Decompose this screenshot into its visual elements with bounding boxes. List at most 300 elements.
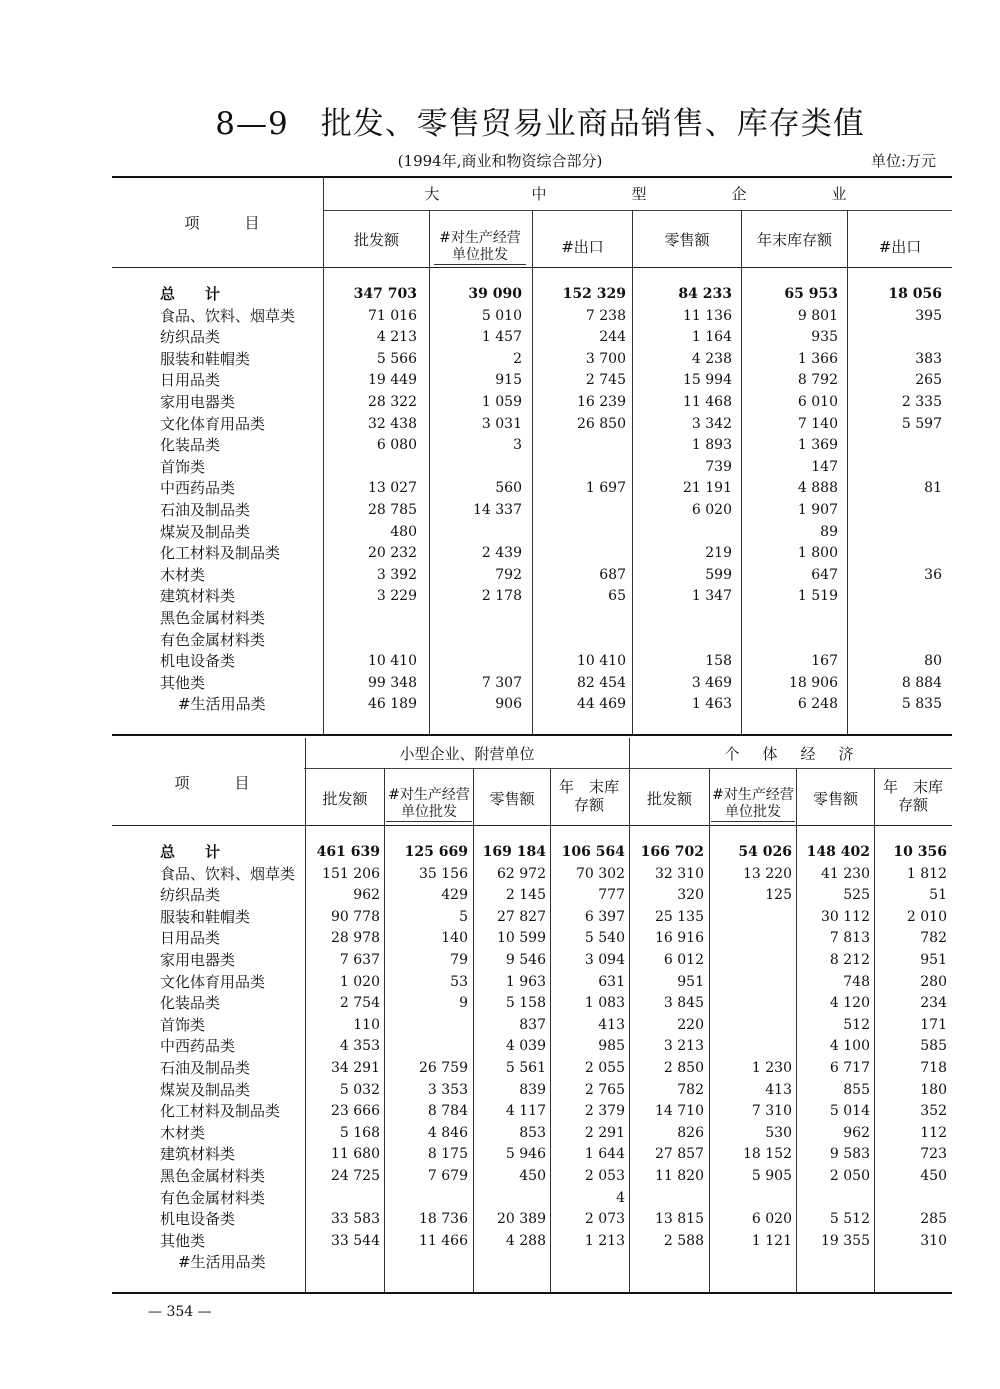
group-header-rule xyxy=(324,210,952,211)
col-header-to-producers: #对生产经营单位批发 xyxy=(434,230,526,265)
table-cell: 5 566 xyxy=(376,350,417,367)
table-cell: 3 031 xyxy=(481,415,522,432)
table-cell: 792 xyxy=(495,566,522,583)
table-cell: 4 238 xyxy=(691,350,732,367)
table-cell: 2 745 xyxy=(585,372,626,389)
table-cell: 512 xyxy=(843,1016,870,1033)
row-label: 首饰类 xyxy=(160,1015,206,1034)
group-char: 大 xyxy=(424,185,440,203)
row-label: 中西药品类 xyxy=(160,1037,236,1056)
table-cell: 1 463 xyxy=(691,696,732,713)
table-cell: 65 953 xyxy=(784,286,838,302)
table-cell: 18 736 xyxy=(419,1211,468,1228)
table-cell: 2 178 xyxy=(481,588,522,605)
table-cell: 148 402 xyxy=(806,844,870,860)
table-top-rule xyxy=(112,176,952,178)
table-cell: 855 xyxy=(843,1081,870,1098)
row-label: 建筑材料类 xyxy=(160,587,236,606)
table-cell: 935 xyxy=(811,329,838,346)
table-cell: 3 353 xyxy=(427,1081,468,1098)
table-cell: 32 310 xyxy=(655,865,704,882)
table-cell: 782 xyxy=(677,1081,704,1098)
group-header-rule xyxy=(304,768,952,769)
table-cell: 8 792 xyxy=(797,372,838,389)
table-cell: 62 972 xyxy=(497,865,546,882)
table-cell: 36 xyxy=(924,566,942,583)
table-cell: 1 800 xyxy=(797,545,838,562)
table-cell: 46 189 xyxy=(368,696,417,713)
table-cell: 125 xyxy=(765,887,792,904)
table-cell: 723 xyxy=(920,1146,947,1163)
col-header-to-producers: #对生产经营单位批发 xyxy=(712,787,794,820)
table-cell: 951 xyxy=(920,952,947,968)
table-cell: 7 140 xyxy=(797,415,838,432)
table-cell: 26 850 xyxy=(577,415,626,432)
table-cell: 33 583 xyxy=(331,1211,380,1228)
table-cell: 10 410 xyxy=(577,653,626,670)
table-cell: 23 666 xyxy=(331,1103,380,1120)
table-cell: 219 xyxy=(705,545,732,562)
table-cell: 167 xyxy=(811,653,838,670)
table-cell: 951 xyxy=(677,973,704,990)
table-cell: 4 288 xyxy=(505,1232,546,1249)
table-cell: 352 xyxy=(920,1103,947,1120)
unit-label: 单位:万元 xyxy=(870,152,936,170)
header-bottom-rule xyxy=(112,825,952,826)
table-cell: 20 389 xyxy=(497,1211,546,1228)
small-and-individual-table xyxy=(112,738,952,1298)
table-cell: 158 xyxy=(705,653,732,670)
page-subtitle: (1994年,商业和物资综合部分) xyxy=(397,152,603,170)
table-cell: 3 469 xyxy=(691,674,732,691)
table-cell: 413 xyxy=(765,1081,792,1098)
table-cell: 2 010 xyxy=(906,908,947,925)
table-cell: 44 469 xyxy=(577,696,626,713)
table-cell: 10 410 xyxy=(368,653,417,670)
table-cell: 4 213 xyxy=(376,329,417,346)
table-cell: 1 164 xyxy=(691,329,732,346)
row-label: 家用电器类 xyxy=(160,951,236,969)
table-cell: 1 457 xyxy=(481,329,522,346)
table-cell: 147 xyxy=(811,458,838,475)
table-cell: 6 397 xyxy=(584,908,625,925)
row-label: 总 计 xyxy=(160,285,221,303)
table-cell: 7 307 xyxy=(481,674,522,691)
table-cell: 2 765 xyxy=(584,1081,625,1098)
table-cell: 839 xyxy=(519,1081,546,1098)
table-cell: 3 213 xyxy=(663,1038,704,1055)
table-cell: 1 369 xyxy=(797,437,838,454)
table-cell: 560 xyxy=(495,480,522,497)
col-header-export: #出口 xyxy=(878,238,922,256)
row-label: 其他类 xyxy=(160,673,206,692)
table-cell: 718 xyxy=(920,1060,947,1076)
table-cell: 2 850 xyxy=(663,1060,704,1076)
table-cell: 7 679 xyxy=(427,1168,468,1184)
table-cell: 4 120 xyxy=(829,995,870,1012)
table-cell: 26 759 xyxy=(419,1060,468,1076)
col-header-retail: 零售额 xyxy=(664,231,710,249)
page-number: — 354 — xyxy=(148,1304,212,1320)
table-cell: 3 342 xyxy=(691,415,732,432)
table-cell: 18 056 xyxy=(888,286,942,302)
table-cell: 5 158 xyxy=(505,995,546,1012)
table-cell: 6 080 xyxy=(376,437,417,454)
table-cell: 5 597 xyxy=(901,415,942,432)
table-cell: 53 xyxy=(450,973,468,990)
table-cell: 6 020 xyxy=(691,502,732,518)
table-cell: 7 813 xyxy=(829,930,870,947)
row-label: 家用电器类 xyxy=(160,393,236,411)
table-cell: 169 184 xyxy=(482,844,546,860)
table-cell: 171 xyxy=(920,1016,947,1033)
table-cell: 151 206 xyxy=(322,865,380,882)
table-cell: 310 xyxy=(920,1232,947,1249)
table-cell: 9 xyxy=(459,995,468,1012)
table-cell: 35 156 xyxy=(419,865,468,882)
table-cell: 106 564 xyxy=(561,844,625,860)
item-header: 项 目 xyxy=(184,214,260,232)
row-label: 服装和鞋帽类 xyxy=(160,907,251,926)
table-cell: 7 310 xyxy=(751,1103,792,1120)
row-label: 煤炭及制品类 xyxy=(160,1080,251,1099)
row-label: 木材类 xyxy=(160,1123,206,1142)
table-cell: 79 xyxy=(450,952,468,968)
table-cell: 2 050 xyxy=(829,1168,870,1184)
table-cell: 5 032 xyxy=(339,1081,380,1098)
group-char: 济 xyxy=(838,745,854,763)
row-label: 黑色金属材料类 xyxy=(160,609,266,627)
table-cell: 152 329 xyxy=(562,286,626,302)
item-header: 项 目 xyxy=(174,774,250,792)
table-cell: 461 639 xyxy=(316,844,380,860)
table-cell: 112 xyxy=(920,1124,947,1141)
table-cell: 25 135 xyxy=(655,908,704,925)
table-cell: 9 801 xyxy=(797,307,838,324)
table-cell: 8 212 xyxy=(829,952,870,968)
table-cell: 16 916 xyxy=(655,930,704,947)
table-cell: 3 392 xyxy=(376,566,417,583)
table-cell: 71 016 xyxy=(368,307,417,324)
table-cell: 450 xyxy=(519,1168,546,1184)
table-cell: 2 439 xyxy=(481,545,522,562)
col-header-wholesale: 批发额 xyxy=(322,790,368,808)
table-cell: 10 599 xyxy=(497,930,546,947)
page-title: 8—9 批发、零售贸易业商品销售、库存类值 xyxy=(215,106,865,142)
table-cell: 11 680 xyxy=(331,1146,380,1163)
table-cell: 65 xyxy=(608,588,626,605)
table-cell: 599 xyxy=(705,566,732,583)
table-cell: 19 355 xyxy=(821,1232,870,1249)
table-cell: 1 230 xyxy=(751,1060,792,1076)
table-cell: 18 152 xyxy=(743,1146,792,1163)
table-cell: 395 xyxy=(915,307,942,324)
table-cell: 16 239 xyxy=(577,394,626,410)
table-cell: 54 026 xyxy=(738,844,792,860)
row-label: 化工材料及制品类 xyxy=(160,1102,281,1121)
table-cell: 234 xyxy=(920,995,947,1012)
table-cell: 1 083 xyxy=(584,995,625,1012)
table-cell: 20 232 xyxy=(368,545,417,562)
table-cell: 4 117 xyxy=(505,1103,546,1120)
table-cell: 2 335 xyxy=(901,394,942,410)
row-label: 总 计 xyxy=(160,843,221,861)
table-cell: 3 094 xyxy=(584,952,625,968)
group-char: 企 xyxy=(731,185,747,203)
table-cell: 1 697 xyxy=(585,480,626,497)
table-cell: 82 454 xyxy=(577,674,626,691)
table-cell: 530 xyxy=(765,1124,792,1141)
table-cell: 429 xyxy=(441,887,468,904)
row-label: 中西药品类 xyxy=(160,479,236,498)
group-char: 中 xyxy=(531,185,547,203)
table-cell: 6 248 xyxy=(797,696,838,713)
table-cell: 34 291 xyxy=(331,1060,380,1076)
table-cell: 906 xyxy=(495,696,522,713)
table-cell: 2 291 xyxy=(584,1124,625,1141)
table-cell: 4 888 xyxy=(797,480,838,497)
table-cell: 18 906 xyxy=(789,674,838,691)
table-cell: 3 xyxy=(513,437,522,454)
table-cell: 70 302 xyxy=(576,865,625,882)
table-cell: 1 907 xyxy=(797,502,838,518)
table-cell: 687 xyxy=(599,566,626,583)
row-label: 化工材料及制品类 xyxy=(160,544,281,563)
table-cell: 110 xyxy=(353,1016,380,1033)
row-label: 建筑材料类 xyxy=(160,1145,236,1164)
table-cell: 2 588 xyxy=(663,1232,704,1249)
table-cell: 28 978 xyxy=(331,930,380,947)
table-cell: 7 238 xyxy=(585,307,626,324)
table-cell: 985 xyxy=(598,1038,625,1055)
group-header-small: 小型企业、附营单位 xyxy=(399,745,535,763)
row-label: 机电设备类 xyxy=(160,1210,236,1229)
table-cell: 320 xyxy=(677,887,704,904)
table-cell: 1 347 xyxy=(691,588,732,605)
col-header-to-producers: #对生产经营单位批发 xyxy=(386,787,472,822)
table-cell: 3 229 xyxy=(376,588,417,605)
row-label: 木材类 xyxy=(160,565,206,584)
table-cell: 5 946 xyxy=(505,1146,546,1163)
table-cell: 6 717 xyxy=(829,1060,870,1076)
col-header-export: #出口 xyxy=(561,238,604,256)
table-cell: 5 010 xyxy=(481,307,522,324)
table-cell: 4 846 xyxy=(427,1124,468,1141)
table-cell: 80 xyxy=(924,653,942,670)
col-header-retail: 零售额 xyxy=(489,790,535,808)
table-cell: 13 027 xyxy=(368,480,417,497)
table-cell: 1 213 xyxy=(584,1232,625,1249)
row-label: 纺织品类 xyxy=(160,886,221,905)
table-cell: 413 xyxy=(598,1016,625,1033)
table-cell: 27 827 xyxy=(497,908,546,925)
table-cell: 5 168 xyxy=(339,1124,380,1141)
table-cell: 962 xyxy=(843,1124,870,1141)
table-cell: 450 xyxy=(920,1168,947,1184)
row-label: 其他类 xyxy=(160,1231,206,1250)
row-label: 日用品类 xyxy=(160,371,221,390)
table-cell: 6 010 xyxy=(797,394,838,410)
table-cell: 28 785 xyxy=(368,502,417,518)
row-label: 黑色金属材料类 xyxy=(160,1167,266,1185)
table-cell: 2 145 xyxy=(505,887,546,904)
table-cell: 777 xyxy=(598,887,625,904)
row-label: #生活用品类 xyxy=(178,695,266,714)
table-cell: 8 884 xyxy=(901,674,942,691)
row-label: 化装品类 xyxy=(160,436,221,455)
table-cell: 265 xyxy=(915,372,942,389)
table-cell: 1 644 xyxy=(584,1146,625,1163)
table-cell: 962 xyxy=(353,887,380,904)
table-cell: 166 702 xyxy=(640,844,704,860)
group-char: 个 xyxy=(724,745,740,763)
table-cell: 32 438 xyxy=(368,415,417,432)
table-cell: 180 xyxy=(920,1081,947,1098)
table-cell: 8 784 xyxy=(427,1103,468,1120)
col-header-retail: 零售额 xyxy=(812,790,858,808)
row-label: 食品、饮料、烟草类 xyxy=(160,306,296,325)
table-cell: 28 322 xyxy=(368,394,417,410)
table-cell: 647 xyxy=(811,566,838,583)
table-cell: 4 353 xyxy=(339,1038,380,1055)
table-cell: 2 xyxy=(513,350,522,367)
table-cell: 1 121 xyxy=(751,1232,792,1249)
table-cell: 480 xyxy=(390,523,417,540)
table-cell: 1 519 xyxy=(797,588,838,605)
table-cell: 90 778 xyxy=(331,908,380,925)
table-cell: 782 xyxy=(920,930,947,947)
table-bottom-rule xyxy=(112,734,952,736)
table-cell: 21 191 xyxy=(683,480,732,497)
table-cell: 125 669 xyxy=(404,844,468,860)
table-cell: 7 637 xyxy=(339,952,380,968)
col-header-wholesale: 批发额 xyxy=(646,790,692,808)
table-cell: 4 100 xyxy=(829,1038,870,1055)
row-label: 石油及制品类 xyxy=(160,501,251,519)
table-cell: 5 xyxy=(459,908,468,925)
table-cell: 739 xyxy=(705,458,732,475)
col-header-year-end-stock: 年 末库存额 xyxy=(558,778,619,814)
col-header-year-end-stock: 年 末库存额 xyxy=(882,778,943,814)
table-cell: 6 012 xyxy=(663,952,704,968)
table-cell: 915 xyxy=(495,372,522,389)
table-bottom-rule xyxy=(112,1292,952,1294)
table-cell: 8 175 xyxy=(427,1146,468,1163)
table-cell: 9 546 xyxy=(505,952,546,968)
table-cell: 5 014 xyxy=(829,1103,870,1120)
row-label: 文化体育用品类 xyxy=(160,414,266,433)
table-cell: 11 136 xyxy=(683,307,732,324)
table-cell: 631 xyxy=(598,973,625,990)
table-cell: 4 039 xyxy=(505,1038,546,1055)
table-cell: 11 468 xyxy=(683,394,732,410)
table-cell: 826 xyxy=(677,1124,704,1141)
table-cell: 2 754 xyxy=(339,995,380,1012)
group-char: 业 xyxy=(831,185,847,203)
row-label: 文化体育用品类 xyxy=(160,972,266,991)
table-cell: 220 xyxy=(677,1016,704,1033)
table-cell: 347 703 xyxy=(353,286,417,302)
table-cell: 81 xyxy=(924,480,942,497)
table-cell: 5 540 xyxy=(584,930,625,947)
table-cell: 11 820 xyxy=(655,1168,704,1184)
large-medium-enterprise-table xyxy=(112,176,952,738)
group-char: 型 xyxy=(631,185,647,203)
table-cell: 140 xyxy=(441,930,468,947)
table-cell: 525 xyxy=(843,887,870,904)
table-cell: 383 xyxy=(915,350,942,367)
table-cell: 10 356 xyxy=(893,844,947,860)
group-char: 经 xyxy=(800,745,816,763)
row-label: 服装和鞋帽类 xyxy=(160,349,251,368)
table-cell: 89 xyxy=(820,523,838,540)
table-cell: 30 112 xyxy=(821,908,870,925)
row-label: 煤炭及制品类 xyxy=(160,522,251,541)
table-cell: 5 835 xyxy=(901,696,942,713)
table-cell: 2 073 xyxy=(584,1211,625,1228)
table-cell: 99 348 xyxy=(368,674,417,691)
table-cell: 39 090 xyxy=(468,286,522,302)
table-cell: 2 055 xyxy=(584,1060,625,1076)
table-cell: 13 220 xyxy=(743,865,792,882)
table-cell: 5 561 xyxy=(505,1060,546,1076)
row-label: 化装品类 xyxy=(160,994,221,1013)
table-cell: 1 366 xyxy=(797,350,838,367)
table-cell: 4 xyxy=(616,1189,625,1206)
table-cell: 1 812 xyxy=(906,865,947,882)
table-cell: 585 xyxy=(920,1038,947,1055)
table-cell: 84 233 xyxy=(678,286,732,302)
table-cell: 3 845 xyxy=(663,995,704,1012)
table-cell: 27 857 xyxy=(655,1146,704,1163)
table-cell: 1 059 xyxy=(481,394,522,410)
table-cell: 15 994 xyxy=(683,372,732,389)
table-cell: 13 815 xyxy=(655,1211,704,1228)
row-label: 机电设备类 xyxy=(160,652,236,671)
row-label: 纺织品类 xyxy=(160,328,221,347)
row-label: 食品、饮料、烟草类 xyxy=(160,864,296,883)
table-cell: 5 905 xyxy=(751,1168,792,1184)
table-cell: 11 466 xyxy=(419,1232,468,1249)
table-cell: 837 xyxy=(519,1016,546,1033)
group-char: 体 xyxy=(762,745,778,763)
table-cell: 2 379 xyxy=(584,1103,625,1120)
table-cell: 5 512 xyxy=(829,1211,870,1228)
table-cell: 244 xyxy=(599,329,626,346)
table-cell: 33 544 xyxy=(331,1232,380,1249)
table-cell: 1 963 xyxy=(505,973,546,990)
table-cell: 3 700 xyxy=(585,350,626,367)
row-label: 石油及制品类 xyxy=(160,1059,251,1077)
table-cell: 41 230 xyxy=(821,865,870,882)
row-label: 有色金属材料类 xyxy=(160,630,266,649)
row-label: 首饰类 xyxy=(160,457,206,476)
col-header-year-end-stock: 年末库存额 xyxy=(756,231,832,249)
table-cell: 9 583 xyxy=(829,1146,870,1163)
row-label: #生活用品类 xyxy=(178,1253,266,1272)
table-cell: 51 xyxy=(929,887,947,904)
row-label: 有色金属材料类 xyxy=(160,1188,266,1207)
table-cell: 748 xyxy=(843,973,870,990)
table-cell: 24 725 xyxy=(331,1168,380,1184)
table-cell: 14 710 xyxy=(655,1103,704,1120)
table-cell: 6 020 xyxy=(751,1211,792,1228)
table-cell: 280 xyxy=(920,973,947,990)
table-cell: 2 053 xyxy=(584,1168,625,1184)
table-cell: 853 xyxy=(519,1124,546,1141)
table-cell: 1 020 xyxy=(339,973,380,990)
table-cell: 19 449 xyxy=(368,372,417,389)
